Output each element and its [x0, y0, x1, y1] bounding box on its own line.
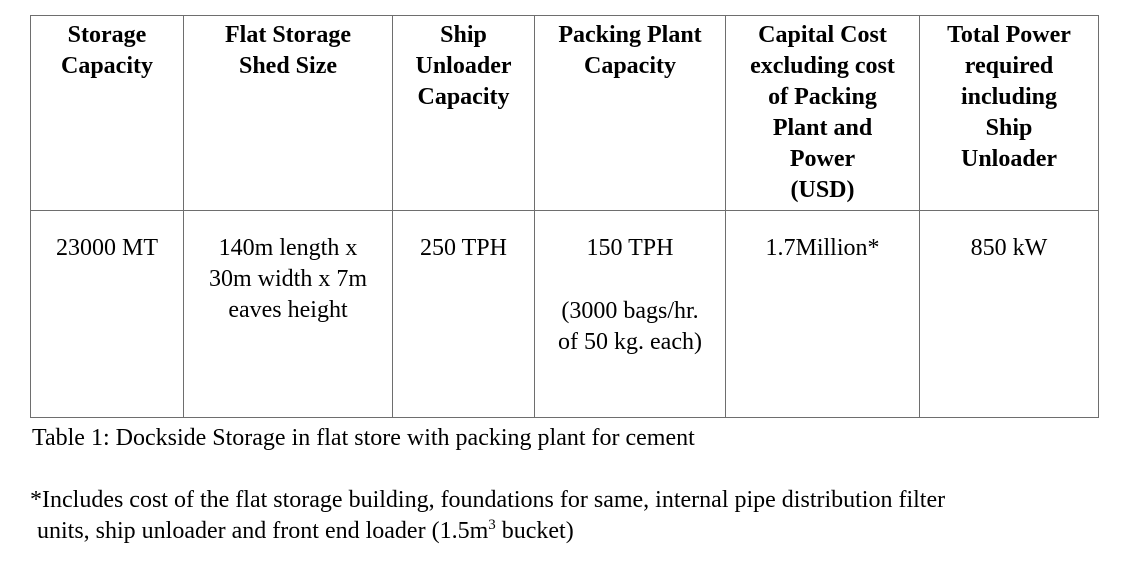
header-packing-plant-capacity: [535, 16, 726, 211]
cell-capital-cost: [726, 211, 920, 418]
header-line: excluding cost: [750, 53, 895, 79]
table-row: [31, 211, 1099, 418]
cell-value: 140m length x: [218, 235, 358, 261]
cell-storage-capacity: [31, 211, 184, 418]
header-line: Capacity: [417, 84, 510, 110]
header-total-power: [920, 16, 1099, 211]
cell-value: 150 TPH: [586, 235, 674, 261]
header-line: Ship: [440, 22, 487, 48]
header-line: Capacity: [584, 53, 676, 79]
cell-packing-capacity: [535, 211, 726, 418]
header-line: required: [964, 53, 1054, 79]
header-line: Unloader: [961, 146, 1057, 172]
header-line: of Packing: [768, 84, 877, 110]
header-line: Ship: [985, 115, 1033, 141]
cell-value: eaves height: [228, 297, 348, 323]
header-ship-unloader-capacity: [393, 16, 535, 211]
header-line: Storage: [67, 22, 147, 48]
header-line: (USD): [790, 177, 855, 203]
header-line: Shed Size: [238, 53, 337, 79]
header-line: Flat Storage: [225, 22, 351, 48]
spec-table: [30, 15, 1099, 418]
header-line: Packing Plant: [558, 22, 702, 48]
table-caption: Table 1: Dockside Storage in flat store with packing plant for cement: [32, 425, 695, 451]
header-line: Capacity: [61, 53, 153, 79]
header-line: Unloader: [415, 53, 512, 79]
header-capital-cost: [726, 16, 920, 211]
cell-value: 850 kW: [970, 235, 1048, 261]
header-line: Capital Cost: [758, 22, 887, 48]
footnote: [30, 485, 1110, 547]
footnote-text: units, ship unloader and front end loader (1.5m: [37, 518, 489, 544]
cell-value: 30m width x 7m: [208, 266, 367, 292]
cell-value: 250 TPH: [420, 235, 507, 261]
header-storage-capacity: [31, 16, 184, 211]
cell-spacer: [541, 264, 719, 296]
cell-value: 23000 MT: [56, 235, 158, 261]
header-line: including: [960, 84, 1058, 110]
cell-shed-size: [184, 211, 393, 418]
cell-total-power: [920, 211, 1099, 418]
footnote-line-2: [30, 516, 1110, 547]
header-line: Plant and: [772, 115, 873, 141]
footnote-text: bucket): [495, 518, 574, 544]
cell-note: (3000 bags/hr.: [561, 298, 699, 324]
footnote-superscript: 3: [488, 517, 496, 533]
header-line: Power: [789, 146, 856, 172]
table-header-row: [31, 16, 1099, 211]
cell-value: 1.7Million*: [765, 235, 880, 261]
header-flat-storage-shed-size: [184, 16, 393, 211]
cell-unloader-capacity: [393, 211, 535, 418]
footnote-line-1: *Includes cost of the flat storage building, foundations for same, internal pipe distribution filter: [30, 487, 946, 513]
header-line: Total Power: [947, 22, 1071, 48]
cell-note: of 50 kg. each): [558, 329, 702, 355]
